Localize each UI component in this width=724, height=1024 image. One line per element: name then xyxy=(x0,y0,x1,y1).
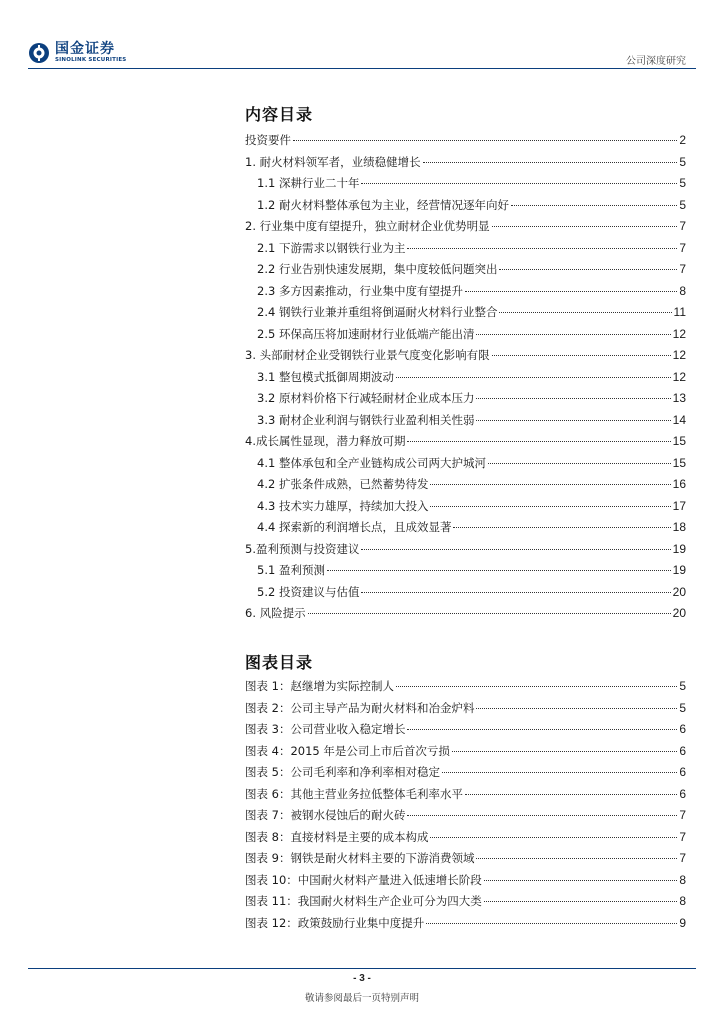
chart-toc-entry[interactable] xyxy=(245,848,686,870)
toc-entry-page: 5 xyxy=(679,700,686,715)
toc-entry-page: 11 xyxy=(673,305,686,319)
toc-entry-page: 5 xyxy=(679,154,686,169)
toc-dot-leader xyxy=(426,923,677,924)
chart-toc-entry[interactable] xyxy=(245,676,686,698)
charts-title: 图表目录 xyxy=(245,653,314,672)
toc-entry-page: 12 xyxy=(672,369,686,384)
toc-dot-leader xyxy=(293,140,677,141)
toc-entry-page: 2 xyxy=(679,133,686,147)
toc-entry[interactable] xyxy=(245,281,686,303)
toc-entry-page: 7 xyxy=(679,219,686,233)
toc-entry[interactable] xyxy=(245,496,686,518)
toc-entry-label: 图表 4：2015 年是公司上市后首次亏损 xyxy=(245,743,450,758)
toc-entry[interactable] xyxy=(245,474,686,496)
report-type-label: 公司深度研究 xyxy=(626,56,686,67)
toc-entry-page: 15 xyxy=(672,455,686,470)
toc-entry[interactable] xyxy=(245,410,686,432)
chart-toc-entry[interactable] xyxy=(245,698,686,720)
toc-dot-leader xyxy=(476,708,677,709)
chart-toc-entry[interactable] xyxy=(245,913,686,935)
toc-entry[interactable] xyxy=(245,130,686,152)
toc-entry[interactable] xyxy=(245,539,686,561)
toc-entry-label: 3.3 耐材企业利润与钢铁行业盈利相关性弱 xyxy=(257,412,475,427)
toc-dot-leader xyxy=(361,183,677,184)
toc-entry[interactable] xyxy=(245,345,686,367)
toc-entry-page: 5 xyxy=(679,197,686,212)
toc-entry[interactable] xyxy=(245,216,686,238)
toc-entry-label: 2.2 行业告别快速发展期，集中度较低问题突出 xyxy=(257,262,498,276)
toc-dot-leader xyxy=(476,420,670,421)
toc-entry-label: 2.3 多方因素推动，行业集中度有望提升 xyxy=(257,283,463,298)
toc-entry-label: 5.2 投资建议与估值 xyxy=(257,584,360,599)
toc-entry-page: 7 xyxy=(679,808,686,822)
toc-dot-leader xyxy=(407,441,670,442)
toc-entry-page: 16 xyxy=(672,477,686,491)
toc-dot-leader xyxy=(453,527,670,528)
toc-entry-label: 3.2 原材料价格下行减轻耐材企业成本压力 xyxy=(257,391,475,405)
toc-entry[interactable] xyxy=(245,517,686,539)
toc-dot-leader xyxy=(499,269,677,270)
toc-dot-leader xyxy=(442,772,677,773)
toc-entry-label: 3.1 整包模式抵御周期波动 xyxy=(257,369,394,384)
toc-entry[interactable] xyxy=(245,453,686,475)
toc-entry[interactable] xyxy=(245,388,686,410)
toc-entry-page: 6 xyxy=(679,786,686,801)
contents-title: 内容目录 xyxy=(245,105,314,124)
chart-toc-entry[interactable] xyxy=(245,719,686,741)
footer-divider xyxy=(28,968,696,969)
toc-entry[interactable] xyxy=(245,152,686,174)
toc-dot-leader xyxy=(396,686,677,687)
toc-entry-page: 15 xyxy=(672,434,686,448)
toc-entry-page: 20 xyxy=(672,606,686,620)
toc-entry-page: 7 xyxy=(679,262,686,276)
toc-entry-label: 图表 12：政策鼓励行业集中度提升 xyxy=(245,915,425,930)
toc-entry[interactable] xyxy=(245,238,686,260)
chart-toc-entry[interactable] xyxy=(245,741,686,763)
toc-entry[interactable] xyxy=(245,367,686,389)
toc-entry-page: 20 xyxy=(672,584,686,599)
toc-entry-label: 6. 风险提示 xyxy=(245,606,306,620)
toc-entry-label: 2.1 下游需求以钢铁行业为主 xyxy=(257,240,406,255)
chart-toc-entry[interactable] xyxy=(245,827,686,849)
toc-entry-page: 7 xyxy=(679,240,686,255)
toc-entry-page: 5 xyxy=(679,176,686,190)
toc-entry-page: 13 xyxy=(672,391,686,405)
toc-entry-label: 投资要件 xyxy=(245,133,291,147)
charts-list xyxy=(245,676,686,934)
disclaimer-text: 敬请参阅最后一页特别声明 xyxy=(304,993,419,1004)
toc-dot-leader xyxy=(492,226,678,227)
toc-dot-leader xyxy=(407,815,677,816)
toc-dot-leader xyxy=(452,751,677,752)
toc-entry-label: 5.盈利预测与投资建议 xyxy=(245,541,360,556)
toc-entry-page: 7 xyxy=(679,851,686,865)
toc-dot-leader xyxy=(465,291,677,292)
toc-entry-page: 6 xyxy=(679,722,686,736)
toc-dot-leader xyxy=(484,901,678,902)
toc-entry-page: 5 xyxy=(679,679,686,693)
toc-dot-leader xyxy=(361,549,670,550)
toc-dot-leader xyxy=(476,858,677,859)
toc-entry[interactable] xyxy=(245,259,686,281)
toc-dot-leader xyxy=(492,355,671,356)
toc-dot-leader xyxy=(476,334,670,335)
toc-entry[interactable] xyxy=(245,603,686,625)
toc-entry-page: 8 xyxy=(679,872,686,887)
toc-entry-label: 图表 8：直接材料是主要的成本构成 xyxy=(245,829,429,844)
toc-dot-leader xyxy=(407,729,677,730)
toc-dot-leader xyxy=(430,506,670,507)
toc-entry[interactable] xyxy=(245,431,686,453)
header-divider xyxy=(28,68,696,69)
toc-entry[interactable] xyxy=(245,173,686,195)
chart-toc-entry[interactable] xyxy=(245,762,686,784)
toc-entry-label: 图表 3：公司营业收入稳定增长 xyxy=(245,722,406,736)
toc-entry-label: 图表 10：中国耐火材料产量进入低速增长阶段 xyxy=(245,872,482,887)
toc-entry-page: 17 xyxy=(672,498,686,513)
toc-entry[interactable] xyxy=(245,195,686,217)
toc-dot-leader xyxy=(407,248,677,249)
toc-entry-label: 2.4 钢铁行业兼并重组将倒逼耐火材料行业整合 xyxy=(257,305,498,319)
page-number: - 3 - xyxy=(353,973,371,984)
toc-entry-page: 19 xyxy=(672,541,686,556)
toc-entry-label: 1. 耐火材料领军者，业绩稳健增长 xyxy=(245,154,421,169)
toc-entry-page: 14 xyxy=(672,412,686,427)
toc-entry-page: 9 xyxy=(679,915,686,930)
toc-entry-label: 4.成长属性显现，潜力释放可期 xyxy=(245,434,406,448)
toc-dot-leader xyxy=(484,880,678,881)
chart-toc-entry[interactable] xyxy=(245,805,686,827)
logo-en-text: SINOLINK SECURITIES xyxy=(55,57,127,64)
toc-entry-label: 4.3 技术实力雄厚，持续加大投入 xyxy=(257,498,429,513)
toc-dot-leader xyxy=(423,162,678,163)
toc-entry-label: 2. 行业集中度有望提升，独立耐材企业优势明显 xyxy=(245,219,490,233)
chart-toc-entry[interactable] xyxy=(245,891,686,913)
toc-entry-page: 12 xyxy=(672,348,686,362)
toc-entry-label: 4.1 整体承包和全产业链构成公司两大护城河 xyxy=(257,455,486,470)
company-logo xyxy=(28,42,126,64)
toc-entry-label: 图表 6：其他主营业务拉低整体毛利率水平 xyxy=(245,786,463,801)
contents-list xyxy=(245,130,686,625)
toc-dot-leader xyxy=(465,794,677,795)
page-header xyxy=(0,0,724,72)
toc-entry-label: 4.4 探索新的利润增长点，且成效显著 xyxy=(257,520,452,534)
chart-toc-entry[interactable] xyxy=(245,870,686,892)
toc-entry-page: 7 xyxy=(679,829,686,844)
toc-entry-page: 6 xyxy=(679,765,686,779)
toc-entry-page: 8 xyxy=(679,283,686,298)
toc-entry[interactable] xyxy=(245,302,686,324)
toc-dot-leader xyxy=(499,312,671,313)
toc-entry-label: 图表 5：公司毛利率和净利率相对稳定 xyxy=(245,765,440,779)
toc-entry-page: 18 xyxy=(672,520,686,534)
toc-entry-label: 3. 头部耐材企业受钢铁行业景气度变化影响有限 xyxy=(245,348,490,362)
toc-entry-label: 4.2 扩张条件成熟，已然蓄势待发 xyxy=(257,477,429,491)
logo-cn-text: 国金证券 xyxy=(55,41,115,58)
toc-dot-leader xyxy=(361,592,670,593)
toc-dot-leader xyxy=(396,377,671,378)
toc-dot-leader xyxy=(430,837,677,838)
toc-entry-page: 19 xyxy=(672,563,686,577)
toc-entry-label: 2.5 环保高压将加速耐材行业低端产能出清 xyxy=(257,326,475,341)
sinolink-logo-icon xyxy=(28,42,50,64)
toc-entry-label: 5.1 盈利预测 xyxy=(257,563,325,577)
toc-dot-leader xyxy=(327,570,671,571)
toc-entry-label: 1.1 深耕行业二十年 xyxy=(257,176,360,190)
toc-entry-label: 图表 1：赵继增为实际控制人 xyxy=(245,679,394,693)
toc-entry-page: 6 xyxy=(679,743,686,758)
toc-dot-leader xyxy=(308,613,671,614)
toc-entry-label: 图表 11：我国耐火材料生产企业可分为四大类 xyxy=(245,894,482,908)
chart-toc-entry[interactable] xyxy=(245,784,686,806)
toc-entry[interactable] xyxy=(245,324,686,346)
toc-entry-page: 12 xyxy=(672,326,686,341)
toc-entry-label: 图表 9：钢铁是耐火材料主要的下游消费领域 xyxy=(245,851,475,865)
toc-dot-leader xyxy=(476,398,670,399)
toc-entry[interactable] xyxy=(245,560,686,582)
toc-entry-label: 图表 7：被钢水侵蚀后的耐火砖 xyxy=(245,808,406,822)
toc-dot-leader xyxy=(488,463,671,464)
toc-entry-label: 1.2 耐火材料整体承包为主业，经营情况逐年向好 xyxy=(257,197,509,212)
toc-entry-page: 8 xyxy=(679,894,686,908)
toc-entry-label: 图表 2：公司主导产品为耐火材料和冶金炉料 xyxy=(245,700,475,715)
toc-dot-leader xyxy=(430,484,670,485)
toc-dot-leader xyxy=(511,205,677,206)
toc-entry[interactable] xyxy=(245,582,686,604)
